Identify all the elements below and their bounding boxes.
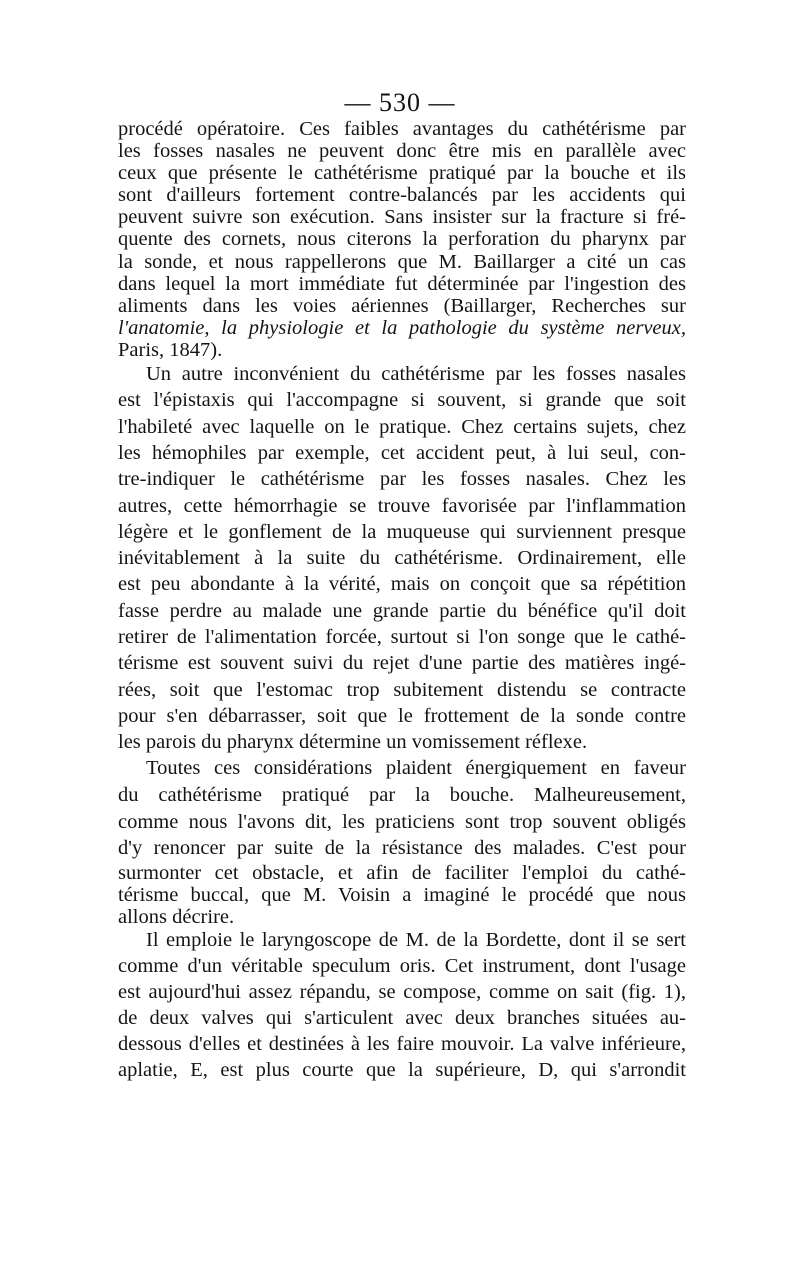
text-line: de deux valves qui s'articulent avec deux branches situées au- <box>118 1007 686 1030</box>
text-line: térisme est souvent suivi du rejet d'une partie des matières ingé- <box>118 652 686 675</box>
paragraph-voisin <box>118 862 686 929</box>
text-line: est peu abondante à la vérité, mais on conçoit que sa répétition <box>118 573 686 596</box>
text-line: procédé opératoire. Ces faibles avantages du cathétérisme par <box>118 118 686 140</box>
page-number: — 530 — <box>344 88 456 117</box>
text-line: aliments dans les voies aériennes (Baillarger, Recherches sur <box>118 294 686 317</box>
text-line: la sonde, et nous rappellerons que M. Baillarger a cité un cas <box>118 250 686 273</box>
text-line: autres, cette hémorrhagie se trouve favorisée par l'inflammation <box>118 494 686 517</box>
paragraph-continuation <box>118 118 686 361</box>
text-line: térisme buccal, que M. Voisin a imaginé le procédé que nous <box>118 884 686 907</box>
text-line: l'habileté avec laquelle on le pratique. Chez certains sujets, chez <box>118 415 686 438</box>
text-line: surmonter cet obstacle, et afin de faciliter l'emploi du cathé- <box>118 861 686 884</box>
text-line: ceux que présente le cathétérisme pratiqué par la bouche et ils <box>118 162 686 185</box>
text-line: du cathétérisme pratiqué par la bouche. Malheureusement, <box>118 784 686 807</box>
text-line: aplatie, E, est plus courte que la supérieure, D, qui s'arrondit <box>118 1059 686 1081</box>
text-line: rées, soit que l'estomac trop subitement distendu se contracte <box>118 678 686 701</box>
text-line: est aujourd'hui assez répandu, se compose, comme on sait (fig. 1), <box>118 981 686 1004</box>
text-line: Il emploie le laryngoscope de M. de la Bordette, dont il se sert <box>146 929 686 952</box>
text-line: sont d'ailleurs fortement contre-balancés par les accidents qui <box>118 184 686 207</box>
text-line: dessous d'elles et destinées à les faire mouvoir. La valve inférieure, <box>118 1033 686 1056</box>
text-line: d'y renoncer par suite de la résistance des malades. C'est pour <box>118 837 686 860</box>
paragraph-laryngoscope <box>118 928 686 1083</box>
text-line: dans lequel la mort immédiate fut déterminée par l'ingestion des <box>118 272 686 295</box>
text-line: Paris, 1847). <box>118 338 223 361</box>
body-text <box>118 118 686 1084</box>
text-line: les parois du pharynx détermine un vomissement réflexe. <box>118 731 588 754</box>
text-line: tre-indiquer le cathétérisme par les fosses nasales. Chez les <box>118 468 686 491</box>
text-line: pour s'en débarrasser, soit que le frottement de la sonde contre <box>118 704 686 727</box>
italic-text: l'anatomie, la physiologie et la pathologie du système nerveux, <box>118 316 686 339</box>
text-line: fasse perdre au malade une grande partie du bénéfice qu'il doit <box>118 599 686 622</box>
text-line: est l'épistaxis qui l'accompagne si souvent, si grande que soit <box>118 389 686 412</box>
text-line: retirer de l'alimentation forcée, surtout si l'on songe que le cathé- <box>118 626 686 648</box>
text-line: comme nous l'avons dit, les praticiens sont trop souvent obligés <box>118 810 686 833</box>
text-line: allons décrire. <box>118 906 235 929</box>
text-line: les fosses nasales ne peuvent donc être mis en parallèle avec <box>118 140 686 163</box>
text-line: les hémophiles par exemple, cet accident peut, à lui seul, con- <box>118 441 686 464</box>
text-line: inévitablement à la suite du cathétérisme. Ordinairement, elle <box>118 547 686 570</box>
paragraph-considerations <box>118 755 686 861</box>
paragraph-epistaxis <box>118 361 686 755</box>
text-line: Un autre inconvénient du cathétérisme par les fosses nasales <box>146 363 686 386</box>
text-line-italic <box>118 317 686 339</box>
text-line: quente des cornets, nous citerons la perforation du pharynx par <box>118 228 686 251</box>
text-line: légère et le gonflement de la muqueuse qui surviennent presque <box>118 520 686 543</box>
text-line: comme d'un véritable speculum oris. Cet instrument, dont l'usage <box>118 955 686 978</box>
text-line: Toutes ces considérations plaident énergiquement en faveur <box>146 757 686 780</box>
text-line: peuvent suivre son exécution. Sans insister sur la fracture si fré- <box>118 206 686 229</box>
